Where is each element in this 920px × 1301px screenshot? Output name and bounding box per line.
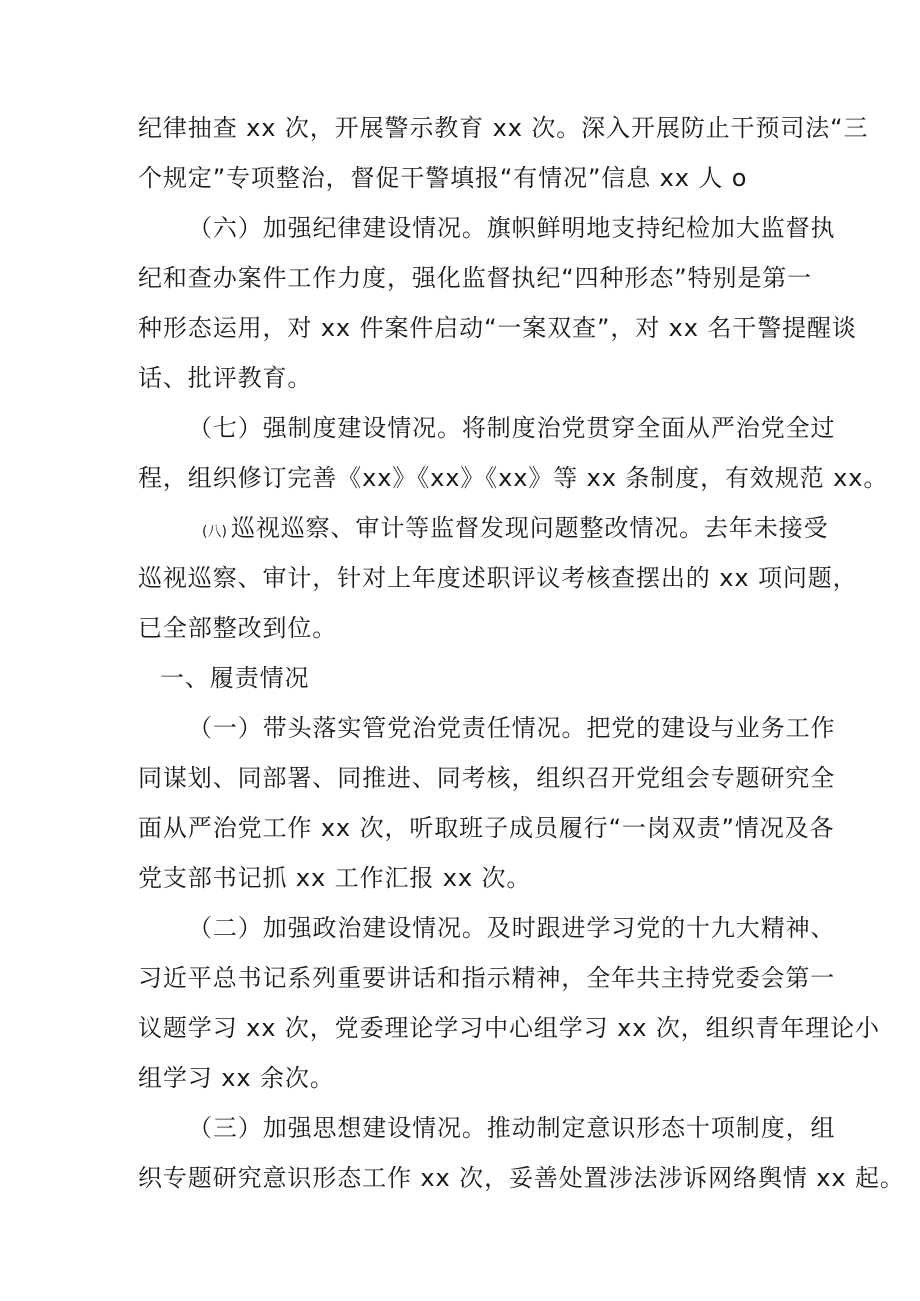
paragraph-line: 程，组织修订完善《xx》《xx》《xx》等 xx 条制度，有效规范 xx。 — [138, 464, 889, 492]
paragraph-line: 纪和查办案件工作力度，强化监督执纪“四种形态”特别是第一 — [138, 264, 813, 292]
paragraph-line: （七）强制度建设情况。将制度治党贯穿全面从严治党全过 — [188, 414, 836, 442]
section-marker: (八) — [202, 524, 227, 540]
paragraph-line: 话、批评教育。 — [138, 364, 313, 392]
paragraph-line: 习近平总书记系列重要讲话和指示精神，全年共主持党委会第一 — [138, 964, 836, 992]
paragraph-line: （一）带头落实管党治党责任情况。把党的建设与业务工作 — [188, 714, 836, 742]
paragraph-line: 同谋划、同部署、同推进、同考核，组织召开党组会专题研究全 — [138, 764, 836, 792]
paragraph-line: 面从严治党工作 xx 次，听取班子成员履行“一岗双责”情况及各 — [138, 814, 835, 842]
section-heading: 一、履责情况 — [160, 664, 310, 692]
paragraph-line: 已全部整改到位。 — [138, 614, 338, 642]
paragraph-line: 种形态运用，对 xx 件案件启动“一案双查”，对 xx 名干警提醒谈 — [138, 314, 857, 342]
paragraph-line-with-marker — [202, 513, 829, 547]
paragraph-line: （六）加强纪律建设情况。旗帜鲜明地支持纪检加大监督执 — [188, 214, 836, 242]
paragraph-line: 党支部书记抓 xx 工作汇报 xx 次。 — [138, 864, 532, 892]
paragraph-line: （二）加强政治建设情况。及时跟进学习党的十九大精神、 — [188, 914, 836, 942]
paragraph-line: （三）加强思想建设情况。推动制定意识形态十项制度，组 — [188, 1114, 836, 1142]
paragraph-line: 组学习 xx 余次。 — [138, 1064, 335, 1092]
paragraph-line: 纪律抽查 xx 次，开展警示教育 xx 次。深入开展防止干预司法“三 — [138, 114, 869, 142]
paragraph-line: 议题学习 xx 次，党委理论学习中心组学习 xx 次，组织青年理论小 — [138, 1014, 880, 1042]
paragraph-text: 巡视巡察、审计等监督发现问题整改情况。去年未接受 — [230, 514, 829, 542]
paragraph-line: 织专题研究意识形态工作 xx 次，妥善处置涉法涉诉网络舆情 xx 起。 — [138, 1164, 905, 1192]
paragraph-line: 个规定”专项整治，督促干警填报“有情况”信息 xx 人 o — [138, 164, 748, 192]
paragraph-line: 巡视巡察、审计，针对上年度述职评议考核查摆出的 xx 项问题， — [138, 564, 858, 592]
